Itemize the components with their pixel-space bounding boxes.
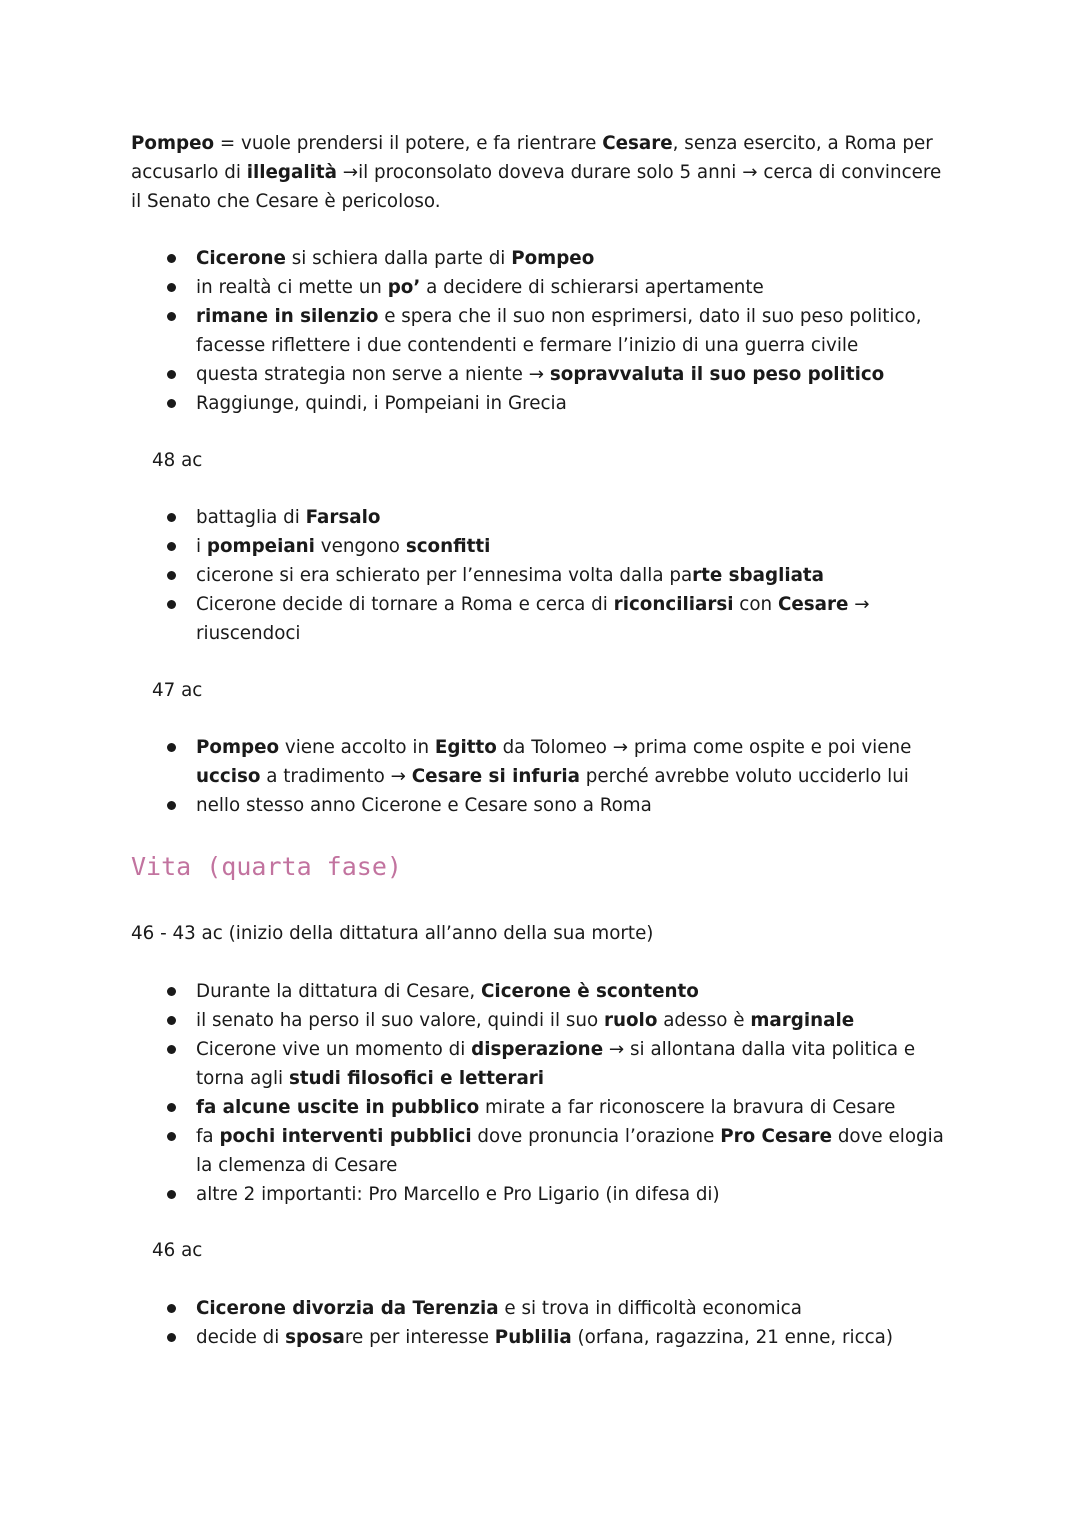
section-heading: Vita (quarta fase) — [131, 852, 402, 881]
year-label-46: 46 ac — [152, 1240, 203, 1261]
list-item: cicerone si era schierato per l’ennesima volta dalla parte sbagliata — [131, 561, 951, 590]
list-item: questa strategia non serve a niente → sopravvaluta il suo peso politico — [131, 360, 951, 389]
bullet-list-48 — [131, 503, 951, 648]
list-item: Cicerone decide di tornare a Roma e cerca di riconciliarsi con Cesare → riuscendoci — [131, 590, 951, 648]
list-item: Cicerone vive un momento di disperazione → si allontana dalla vita politica e torna agli studi filosofici e letterari — [131, 1035, 951, 1093]
list-item: i pompeiani vengono sconfitti — [131, 532, 951, 561]
list-item: Cicerone si schiera dalla parte di Pompeo — [131, 244, 951, 273]
list-item: nello stesso anno Cicerone e Cesare sono a Roma — [131, 791, 951, 820]
period-line: 46 - 43 ac (inizio della dittatura all’anno della sua morte) — [131, 923, 654, 944]
year-label-48: 48 ac — [152, 450, 203, 471]
bullet-list-cicerone-choice — [131, 244, 951, 418]
list-item: fa pochi interventi pubblici dove pronuncia l’orazione Pro Cesare dove elogia la clemenza di Cesare — [131, 1122, 951, 1180]
list-item: decide di sposare per interesse Publilia (orfana, ragazzina, 21 enne, ricca) — [131, 1323, 951, 1352]
list-item: battaglia di Farsalo — [131, 503, 951, 532]
list-item: il senato ha perso il suo valore, quindi il suo ruolo adesso è marginale — [131, 1006, 951, 1035]
list-item: in realtà ci mette un po’ a decidere di schierarsi apertamente — [131, 273, 951, 302]
bullet-list-dictatorship — [131, 977, 951, 1209]
list-item: Durante la dittatura di Cesare, Cicerone è scontento — [131, 977, 951, 1006]
bullet-list-46 — [131, 1294, 951, 1352]
intro-paragraph: Pompeo = vuole prendersi il potere, e fa rientrare Cesare, senza esercito, a Roma per accusarlo di illegalità →il proconsolato doveva durare solo 5 anni → cerca di convincere il Senato che Cesare è pericoloso. — [131, 133, 942, 212]
list-item: Pompeo viene accolto in Egitto da Tolomeo → prima come ospite e poi viene ucciso a tradimento → Cesare si infuria perché avrebbe voluto ucciderlo lui — [131, 733, 951, 791]
list-item: altre 2 importanti: Pro Marcello e Pro Ligario (in difesa di) — [131, 1180, 951, 1209]
bullet-list-47 — [131, 733, 951, 820]
list-item: Raggiunge, quindi, i Pompeiani in Grecia — [131, 389, 951, 418]
list-item: Cicerone divorzia da Terenzia e si trova in difficoltà economica — [131, 1294, 951, 1323]
year-label-47: 47 ac — [152, 680, 203, 701]
list-item: fa alcune uscite in pubblico mirate a far riconoscere la bravura di Cesare — [131, 1093, 951, 1122]
list-item: rimane in silenzio e spera che il suo non esprimersi, dato il suo peso politico, facesse riflettere i due contendenti e fermare l’inizio di una guerra civile — [131, 302, 951, 360]
